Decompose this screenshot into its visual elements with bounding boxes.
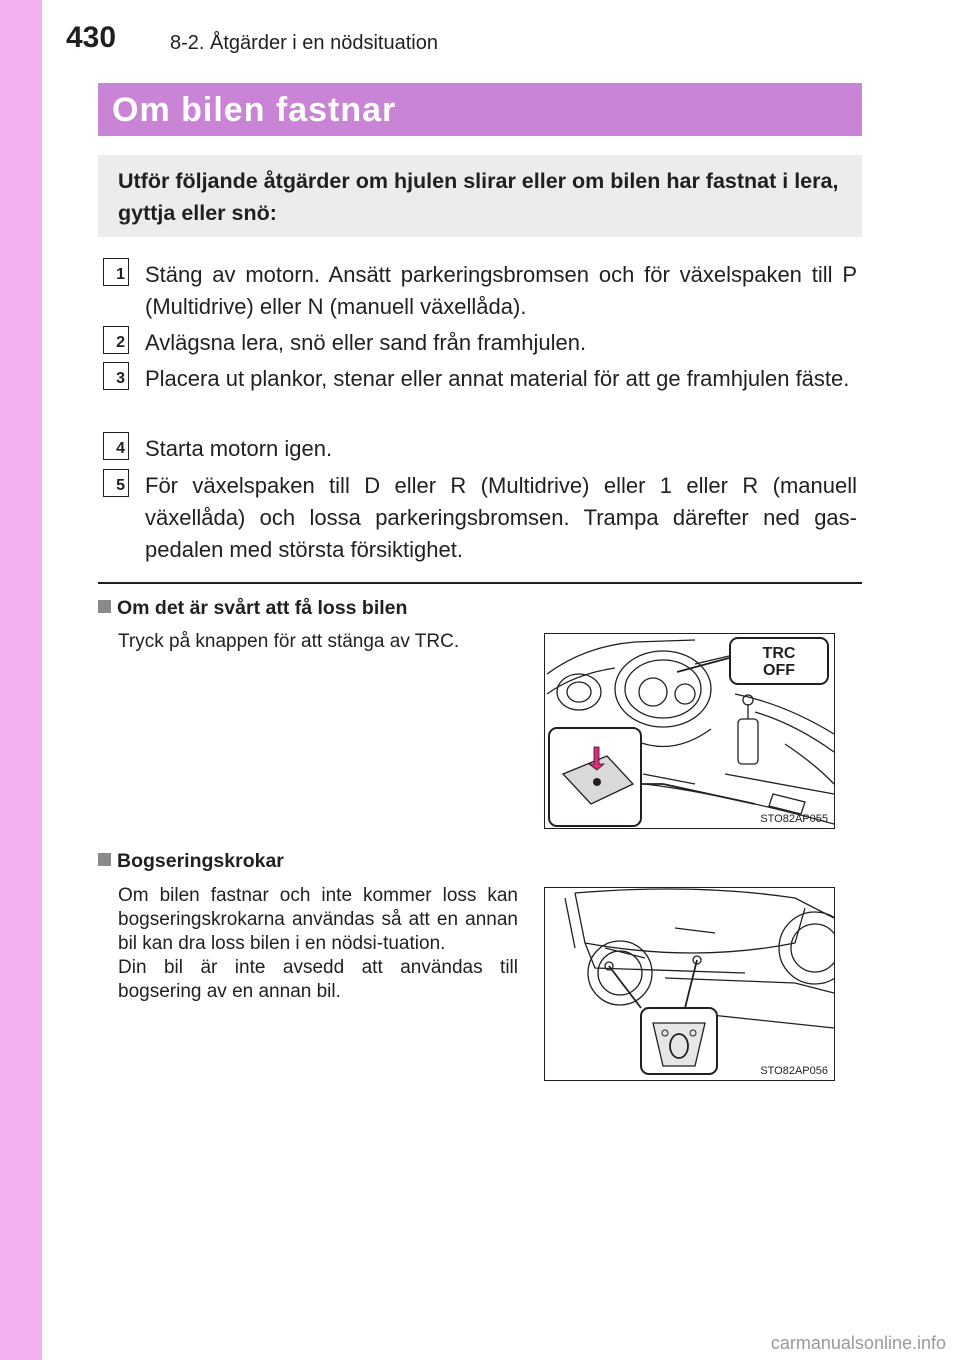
step-text-1: Stäng av motorn. Ansätt parkeringsbromsen och för växelspaken till P (Multidrive) eller N (manuell växellåda). (145, 262, 857, 319)
car-underside-illustration (545, 888, 835, 1081)
towing-text-p1: Om bilen fastnar och inte kommer loss kan bogseringskrokarna användas så att en annan bil kan dra loss bilen i en nödsi-tuation. (118, 885, 518, 954)
sub-heading-towing (98, 849, 284, 873)
square-bullet-icon (98, 600, 111, 613)
section-divider (98, 582, 862, 584)
towing-text (118, 884, 518, 1004)
sub-heading-towing-text: Bogseringskrokar (117, 850, 284, 872)
intro-text: Utför följande åtgärder om hjulen slirar eller om bilen har fastnat i lera, gyttja eller snö: (118, 169, 839, 225)
trc-label-line1: TRC (762, 645, 796, 662)
intro-box (98, 155, 862, 237)
step-text-2: Avlägsna lera, snö eller sand från framhjulen. (145, 330, 587, 355)
section-reference: 8-2. Åtgärder i en nödsituation (170, 32, 438, 54)
sub-heading-stuck-text: Om det är svårt att få loss bilen (117, 597, 408, 619)
step-number-5: 5 (103, 469, 129, 497)
step-number-4: 4 (103, 432, 129, 460)
trc-label-line2: OFF (763, 662, 795, 679)
towing-text-p2: Din bil är inte avsedd att användas till bogsering av en annan bil. (118, 957, 518, 1002)
side-color-band (0, 0, 42, 1360)
page-title: Om bilen fastnar (112, 91, 397, 129)
tow-hook-figure (544, 887, 835, 1081)
page-number: 430 (66, 21, 117, 54)
watermark: carmanualsonline.info (770, 1333, 946, 1353)
square-bullet-icon (98, 853, 111, 866)
page-title-bar (98, 83, 862, 136)
sub-heading-stuck (98, 596, 407, 620)
trc-off-callout (729, 637, 829, 685)
trc-instruction-text: Tryck på knappen för att stänga av TRC. (118, 631, 460, 652)
step-text-5: För växelspaken till D eller R (Multidrive) eller 1 eller R (manuell växellåda) och lossa parkeringsbromsen. Trampa därefter ned gas-pedalen med största försiktighet. (145, 473, 857, 562)
step-number-2: 2 (103, 326, 129, 354)
figure-code: STO82AP056 (760, 1065, 828, 1077)
step-number-1: 1 (103, 258, 129, 286)
step-number-3: 3 (103, 362, 129, 390)
step-text-3: Placera ut plankor, stenar eller annat material för att ge framhjulen fäste. (145, 366, 850, 391)
step-text-4: Starta motorn igen. (145, 436, 333, 461)
trc-off-figure (544, 633, 835, 829)
figure-code: STO82AP055 (760, 813, 828, 825)
